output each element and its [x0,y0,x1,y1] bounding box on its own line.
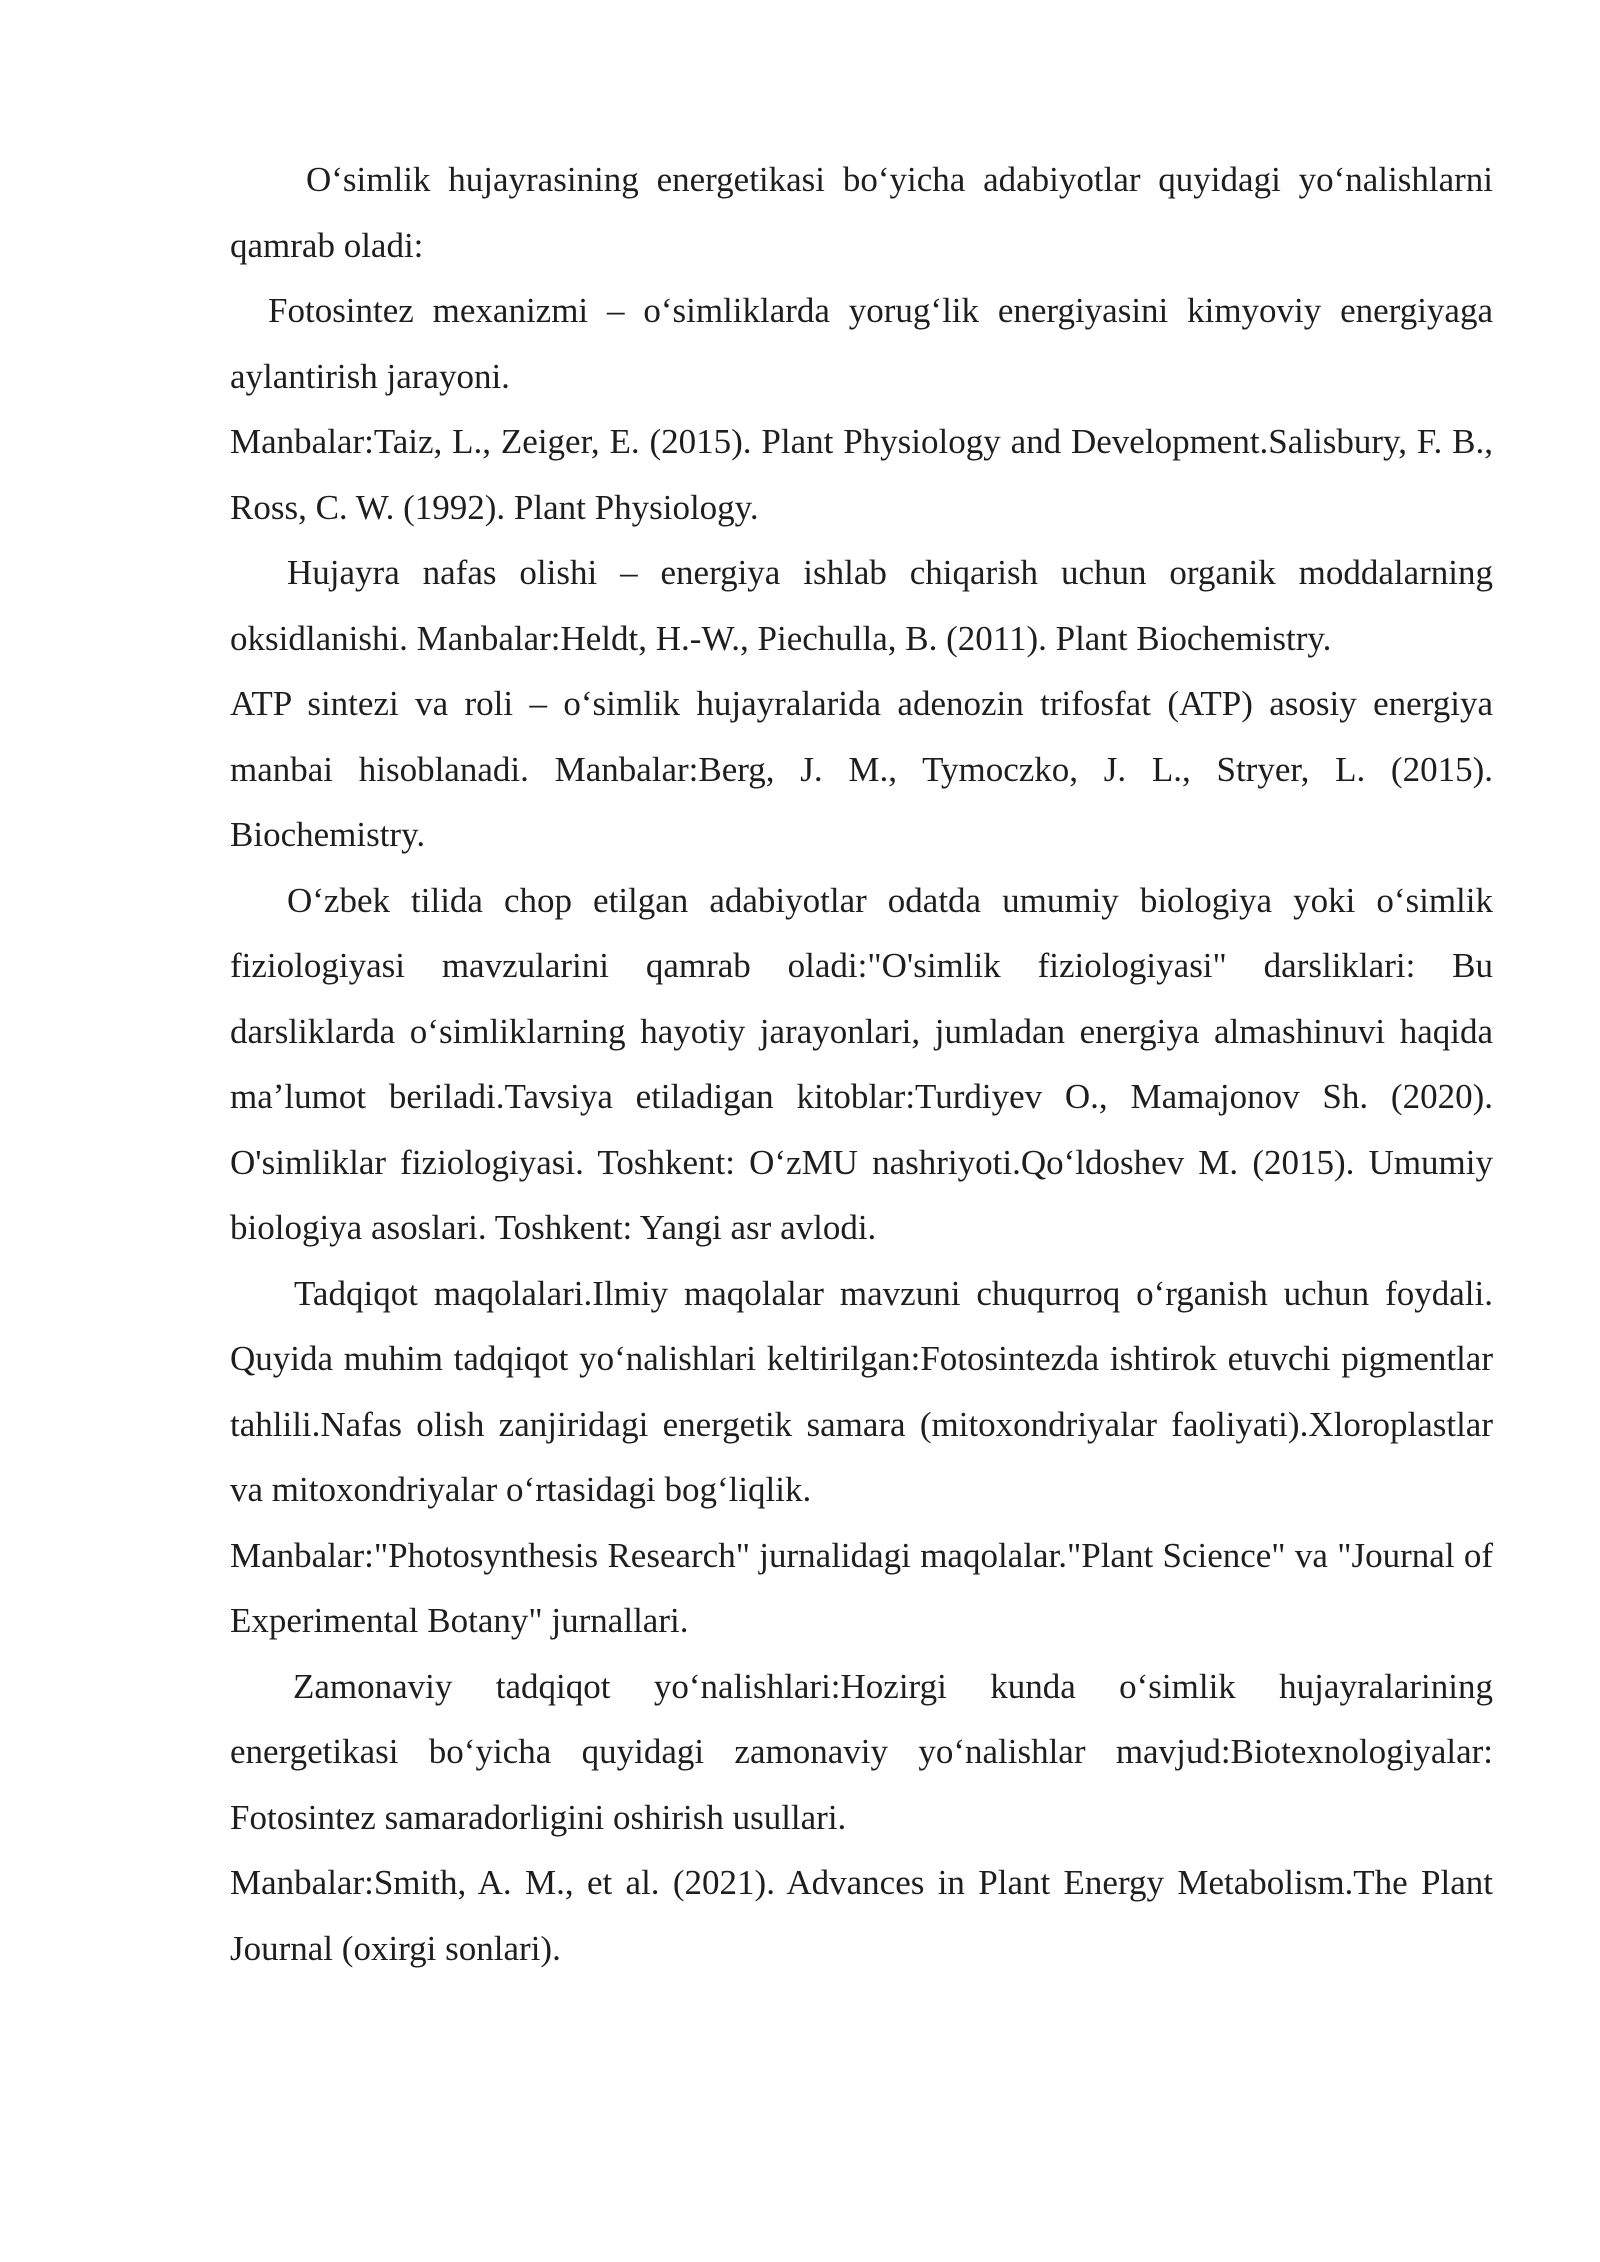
paragraph-sources-photosynthesis: Manbalar:Taiz, L., Zeiger, E. (2015). Plant Physiology and Development.Salisbury, F. B., Ross, C. W. (1992). Plant Physiology. [230,422,1493,527]
paragraph-modern-sources: Manbalar:Smith, A. M., et al. (2021). Advances in Plant Energy Metabolism.The Plant Journal (oxirgi sonlari). [230,1863,1493,1968]
document-body [230,147,1493,1981]
paragraph-respiration: Hujayra nafas olishi – energiya ishlab chiqarish uchun organik moddalarning oksidlanishi. Manbalar:Heldt, H.-W., Piechulla, B. (2011). Plant Biochemistry. [230,553,1493,658]
paragraph-uzbek-literature: Oʻzbek tilida chop etilgan adabiyotlar odatda umumiy biologiya yoki oʻsimlik fiziologiyasi mavzularini qamrab oladi:"O'simlik fiziologiyasi" darsliklari: Bu darsliklarda oʻsimliklarning hayotiy jarayonlari, jumladan energiya almashinuvi haqida maʼlumot beriladi.Tavsiya etiladigan kitoblar:Turdiyev O., Mamajonov Sh. (2020). O'simliklar fiziologiyasi. Toshkent: OʻzMU nashriyoti.Qoʻldoshev M. (2015). Umumiy biologiya asoslari. Toshkent: Yangi asr avlodi. [230,880,1493,1247]
paragraph-photosynthesis: Fotosintez mexanizmi – oʻsimliklarda yorugʻlik energiyasini kimyoviy energiyaga aylantirish jarayoni. [230,291,1493,396]
paragraph-intro: Oʻsimlik hujayrasining energetikasi boʻyicha adabiyotlar quyidagi yoʻnalishlarni qamrab oladi: [230,160,1493,265]
paragraph-modern-research: Zamonaviy tadqiqot yoʻnalishlari:Hozirgi kunda oʻsimlik hujayralarining energetikasi boʻyicha quyidagi zamonaviy yoʻnalishlar mavjud:Biotexnologiyalar: Fotosintez samaradorligini oshirish usullari. [230,1666,1493,1837]
paragraph-journal-sources: Manbalar:"Photosynthesis Research" jurnalidagi maqolalar."Plant Science" va "Journal of Experimental Botany" jurnallari. [230,1535,1493,1640]
paragraph-research-articles: Tadqiqot maqolalari.Ilmiy maqolalar mavzuni chuqurroq oʻrganish uchun foydali. Quyida muhim tadqiqot yoʻnalishlari keltirilgan:Fotosintezda ishtirok etuvchi pigmentlar tahlili.Nafas olish zanjiridagi energetik samara (mitoxondriyalar faoliyati).Xloroplastlar va mitoxondriyalar oʻrtasidagi bogʻliqlik. [230,1273,1493,1509]
paragraph-atp: ATP sintezi va roli – oʻsimlik hujayralarida adenozin trifosfat (ATP) asosiy energiya manbai hisoblanadi. Manbalar:Berg, J. M., Tymoczko, J. L., Stryer, L. (2015). Biochemistry. [230,684,1493,854]
